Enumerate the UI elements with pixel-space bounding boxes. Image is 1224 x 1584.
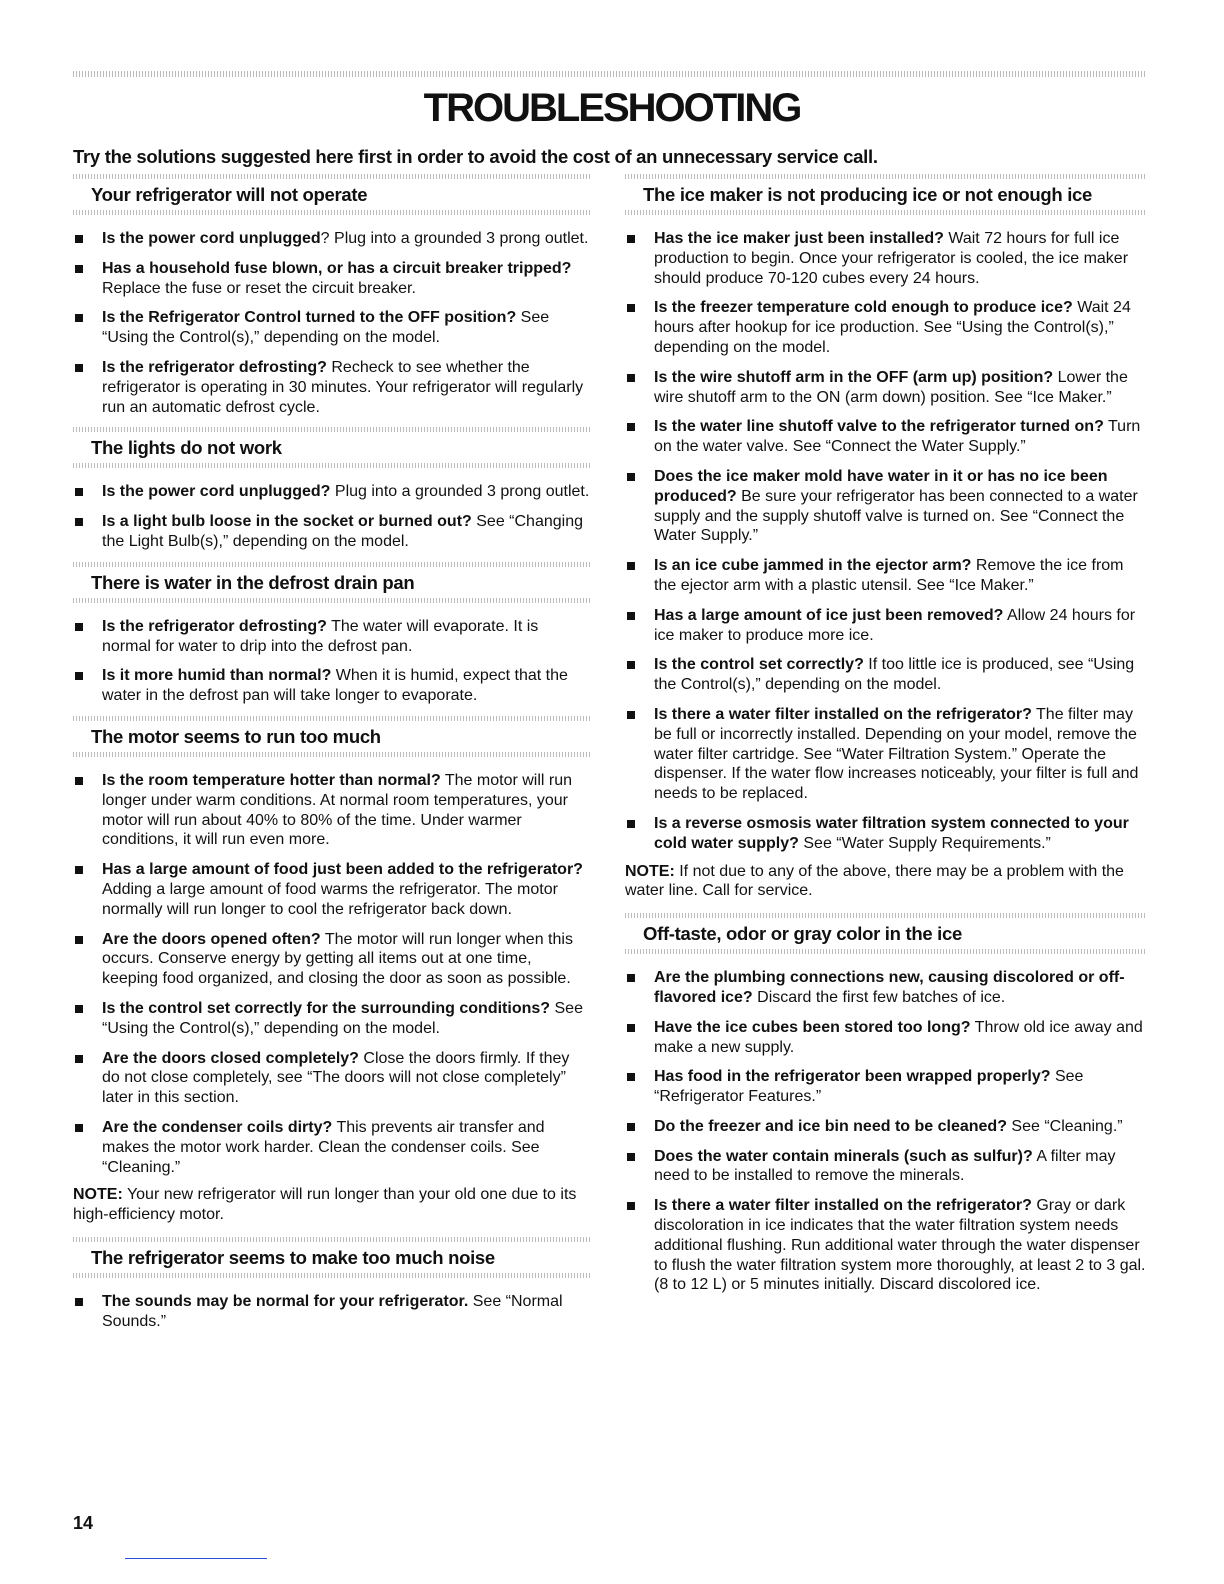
question-item bbox=[73, 308, 590, 348]
question-text: Is there a water filter installed on the refrigerator? bbox=[654, 705, 1032, 723]
answer-text: Remove the ice from the ejector arm with a plastic utensil. See “Ice Maker.” bbox=[654, 557, 1124, 594]
note-paragraph bbox=[73, 1185, 590, 1225]
square-bullet-icon bbox=[627, 304, 635, 312]
question-list bbox=[625, 968, 1146, 1295]
question-text: Is the room temperature hotter than normal? bbox=[102, 771, 441, 789]
answer-text: See “Using the Control(s),” depending on the model. bbox=[102, 309, 550, 347]
question-text: Have the ice cubes been stored too long? bbox=[654, 1018, 971, 1036]
question-text: Is a light bulb loose in the socket or burned out? bbox=[102, 513, 472, 531]
question-item bbox=[73, 999, 590, 1039]
square-bullet-icon bbox=[627, 1153, 635, 1161]
square-bullet-icon bbox=[75, 488, 83, 496]
answer-text: ? Plug into a grounded 3 prong outlet. bbox=[320, 230, 589, 247]
answer-text: This prevents air transfer and makes the motor work harder. Clean the condenser coils. See “Cleaning.” bbox=[102, 1118, 545, 1176]
right-column bbox=[625, 174, 1146, 1305]
question-list bbox=[73, 771, 590, 1177]
section-heading: The motor seems to run too much bbox=[73, 716, 590, 757]
square-bullet-icon bbox=[75, 672, 83, 680]
answer-text: Lower the wire shutoff arm to the ON (arm down) position. See “Ice Maker.” bbox=[654, 368, 1128, 406]
question-item bbox=[625, 467, 1146, 546]
question-item bbox=[73, 259, 590, 299]
square-bullet-icon bbox=[75, 866, 83, 874]
question-text: Is a reverse osmosis water filtration system connected to your cold water supply? bbox=[654, 814, 1129, 852]
answer-text: See “Water Supply Requirements.” bbox=[798, 834, 1051, 852]
troubleshooting-section bbox=[73, 716, 590, 1225]
answer-text: Plug into a grounded 3 prong outlet. bbox=[330, 483, 590, 501]
question-item bbox=[625, 1196, 1146, 1295]
section-heading: The refrigerator seems to make too much noise bbox=[73, 1237, 590, 1278]
troubleshooting-section bbox=[625, 913, 1146, 1295]
question-text: Has a household fuse blown, or has a circuit breaker tripped? bbox=[102, 259, 572, 277]
question-item bbox=[73, 771, 590, 850]
square-bullet-icon bbox=[75, 1298, 83, 1306]
answer-text: Gray or dark discoloration in ice indicates that the water filtration system needs additional flushing. Run additional water through the water dispenser to flush the water filtration system more thoroughly, at least 2 to 3 gal. (8 to 12 L) or 5 minutes initially. Discard discolored ice. bbox=[654, 1197, 1146, 1294]
question-text: Has the ice maker just been installed? bbox=[654, 230, 944, 247]
question-text: Has a large amount of ice just been removed? bbox=[654, 606, 1004, 624]
question-text: Is an ice cube jammed in the ejector arm? bbox=[654, 557, 972, 575]
square-bullet-icon bbox=[627, 612, 635, 620]
question-text: The sounds may be normal for your refrigerator. bbox=[102, 1292, 469, 1310]
question-item bbox=[73, 666, 590, 706]
question-item bbox=[625, 655, 1146, 695]
square-bullet-icon bbox=[75, 777, 83, 785]
question-text: Is the wire shutoff arm in the OFF (arm up) position? bbox=[654, 368, 1054, 386]
troubleshooting-section bbox=[625, 174, 1146, 901]
square-bullet-icon bbox=[627, 562, 635, 570]
question-text: Is the Refrigerator Control turned to the OFF position? bbox=[102, 309, 517, 327]
question-text: Is the refrigerator defrosting? bbox=[102, 617, 327, 635]
section-heading: Your refrigerator will not operate bbox=[73, 174, 590, 215]
answer-text: The water will evaporate. It is normal for water to drip into the defrost pan. bbox=[102, 617, 539, 655]
question-list bbox=[73, 482, 590, 551]
answer-text: The motor will run longer when this occurs. Conserve energy by getting all items out at one time, keeping food organized, and closing the door as soon as possible. bbox=[102, 930, 573, 988]
question-text: Is the water line shutoff valve to the refrigerator turned on? bbox=[654, 418, 1104, 436]
question-item bbox=[73, 482, 590, 502]
question-text: Has food in the refrigerator been wrapped properly? bbox=[654, 1068, 1051, 1086]
note-label: NOTE: bbox=[73, 1186, 123, 1204]
question-text: Is the control set correctly? bbox=[654, 656, 864, 674]
question-item bbox=[73, 229, 590, 249]
square-bullet-icon bbox=[627, 1024, 635, 1032]
answer-text: Wait 72 hours for full ice production to begin. Once your refrigerator is cooled, the ice maker should produce 70-120 cubes every 24 hours. bbox=[654, 230, 1129, 287]
answer-text: See “Normal Sounds.” bbox=[102, 1292, 563, 1330]
question-item bbox=[625, 556, 1146, 596]
question-item bbox=[625, 1117, 1146, 1137]
troubleshooting-section bbox=[73, 562, 590, 706]
question-text: Has a large amount of food just been added to the refrigerator? bbox=[102, 861, 583, 879]
answer-text: See “Cleaning.” bbox=[1006, 1117, 1123, 1135]
question-text: Are the condenser coils dirty? bbox=[102, 1118, 333, 1136]
square-bullet-icon bbox=[75, 235, 83, 243]
question-item bbox=[625, 1018, 1146, 1058]
question-text: Is there a water filter installed on the refrigerator? bbox=[654, 1197, 1032, 1215]
answer-text: See “Refrigerator Features.” bbox=[654, 1068, 1084, 1106]
question-list bbox=[73, 229, 590, 417]
question-text: Are the doors closed completely? bbox=[102, 1049, 359, 1067]
answer-text: The filter may be full or incorrectly installed. Depending on your model, remove the water filter cartridge. See “Water Filtration System.” Operate the dispenser. If the water flow increases noticeably, your filter is full and needs to be replaced. bbox=[654, 705, 1139, 803]
question-item bbox=[625, 368, 1146, 408]
answer-text: Be sure your refrigerator has been connected to a water supply and the supply shutoff valve is turned on. See “Connect the Water Supply.” bbox=[654, 487, 1138, 545]
top-divider bbox=[73, 71, 1146, 77]
question-list bbox=[73, 617, 590, 706]
troubleshooting-section bbox=[73, 174, 590, 417]
question-item bbox=[625, 298, 1146, 357]
answer-text: Replace the fuse or reset the circuit breaker. bbox=[102, 279, 416, 297]
answer-text: Throw old ice away and make a new supply. bbox=[654, 1018, 1143, 1056]
question-text: Does the ice maker mold have water in it or has no ice been produced? bbox=[654, 467, 1108, 505]
question-text: Do the freezer and ice bin need to be cleaned? bbox=[654, 1117, 1007, 1135]
square-bullet-icon bbox=[627, 974, 635, 982]
square-bullet-icon bbox=[75, 518, 83, 526]
answer-text: Close the doors firmly. If they do not close completely, see “The doors will not close completely” later in this section. bbox=[102, 1049, 570, 1107]
square-bullet-icon bbox=[627, 820, 635, 828]
square-bullet-icon bbox=[75, 1005, 83, 1013]
intro-text: Try the solutions suggested here first in order to avoid the cost of an unnecessary service call. bbox=[73, 146, 878, 167]
question-item bbox=[625, 417, 1146, 457]
page-number: 14 bbox=[73, 1513, 94, 1533]
question-text: Is the power cord unplugged bbox=[102, 230, 321, 247]
question-item bbox=[73, 930, 590, 989]
question-item bbox=[73, 860, 590, 919]
question-text: Does the water contain minerals (such as sulfur)? bbox=[654, 1147, 1033, 1165]
section-heading: The lights do not work bbox=[73, 427, 590, 468]
question-item bbox=[625, 705, 1146, 804]
square-bullet-icon bbox=[75, 1124, 83, 1132]
note-label: NOTE: bbox=[625, 862, 675, 880]
square-bullet-icon bbox=[627, 374, 635, 382]
note-paragraph bbox=[625, 862, 1146, 902]
square-bullet-icon bbox=[627, 1123, 635, 1131]
question-text: Is the control set correctly for the surrounding conditions? bbox=[102, 999, 551, 1017]
question-text: Is the freezer temperature cold enough to produce ice? bbox=[654, 299, 1073, 317]
question-item bbox=[625, 968, 1146, 1008]
square-bullet-icon bbox=[75, 936, 83, 944]
square-bullet-icon bbox=[75, 623, 83, 631]
section-heading: There is water in the defrost drain pan bbox=[73, 562, 590, 603]
note-text: Your new refrigerator will run longer than your old one due to its high-efficiency motor. bbox=[73, 1186, 577, 1224]
troubleshooting-section bbox=[73, 427, 590, 551]
question-item bbox=[73, 1049, 590, 1108]
section-heading: Off-taste, odor or gray color in the ice bbox=[625, 913, 1146, 954]
square-bullet-icon bbox=[627, 473, 635, 481]
square-bullet-icon bbox=[75, 265, 83, 273]
answer-text: The motor will run longer under warm conditions. At normal room temperatures, your motor will run about 40% to 80% of the time. Under warmer conditions, it will run even more. bbox=[102, 771, 573, 849]
answer-text: Turn on the water valve. See “Connect the Water Supply.” bbox=[654, 418, 1141, 456]
question-item bbox=[625, 1147, 1146, 1187]
question-text: Are the plumbing connections new, causing discolored or off-flavored ice? bbox=[654, 969, 1125, 1006]
question-item bbox=[625, 814, 1146, 854]
square-bullet-icon bbox=[75, 364, 83, 372]
question-text: Is the refrigerator defrosting? bbox=[102, 358, 327, 376]
answer-text: Adding a large amount of food warms the refrigerator. The motor normally will run longer to cool the refrigerator back down. bbox=[102, 880, 558, 918]
square-bullet-icon bbox=[627, 711, 635, 719]
question-text: Are the doors opened often? bbox=[102, 930, 321, 948]
question-item bbox=[73, 512, 590, 552]
square-bullet-icon bbox=[627, 1202, 635, 1210]
square-bullet-icon bbox=[75, 1055, 83, 1063]
page-title: TROUBLESHOOTING bbox=[423, 86, 801, 130]
section-heading: The ice maker is not producing ice or not enough ice bbox=[625, 174, 1146, 215]
answer-text: When it is humid, expect that the water in the defrost pan will take longer to evaporate. bbox=[102, 667, 568, 705]
footer-line bbox=[125, 1558, 267, 1559]
question-item bbox=[625, 606, 1146, 646]
troubleshooting-section bbox=[73, 1237, 590, 1332]
square-bullet-icon bbox=[75, 314, 83, 322]
note-text: If not due to any of the above, there may be a problem with the water line. Call for service. bbox=[625, 862, 1124, 900]
question-item bbox=[73, 358, 590, 417]
answer-text: Allow 24 hours for ice maker to produce more ice. bbox=[654, 606, 1136, 644]
square-bullet-icon bbox=[627, 1073, 635, 1081]
question-list bbox=[625, 229, 1146, 854]
square-bullet-icon bbox=[627, 235, 635, 243]
question-list bbox=[73, 1292, 590, 1332]
answer-text: Recheck to see whether the refrigerator is operating in 30 minutes. Your refrigerator will regularly run an automatic defrost cycle. bbox=[102, 358, 584, 416]
answer-text: See “Changing the Light Bulb(s),” depending on the model. bbox=[102, 513, 583, 550]
answer-text: Wait 24 hours after hookup for ice production. See “Using the Control(s),” depending on the model. bbox=[654, 299, 1131, 356]
question-item bbox=[73, 1118, 590, 1177]
square-bullet-icon bbox=[627, 423, 635, 431]
question-text: Is it more humid than normal? bbox=[102, 667, 332, 685]
left-column bbox=[73, 174, 590, 1341]
answer-text: A filter may need to be installed to remove the minerals. bbox=[654, 1147, 1116, 1185]
answer-text: See “Using the Control(s),” depending on the model. bbox=[102, 999, 583, 1037]
question-item bbox=[625, 1067, 1146, 1107]
question-text: Is the power cord unplugged? bbox=[102, 483, 331, 501]
question-item bbox=[73, 617, 590, 657]
question-item bbox=[73, 1292, 590, 1332]
answer-text: If too little ice is produced, see “Using the Control(s),” depending on the model. bbox=[654, 656, 1135, 694]
question-item bbox=[625, 229, 1146, 288]
square-bullet-icon bbox=[627, 661, 635, 669]
answer-text: Discard the first few batches of ice. bbox=[752, 988, 1006, 1006]
